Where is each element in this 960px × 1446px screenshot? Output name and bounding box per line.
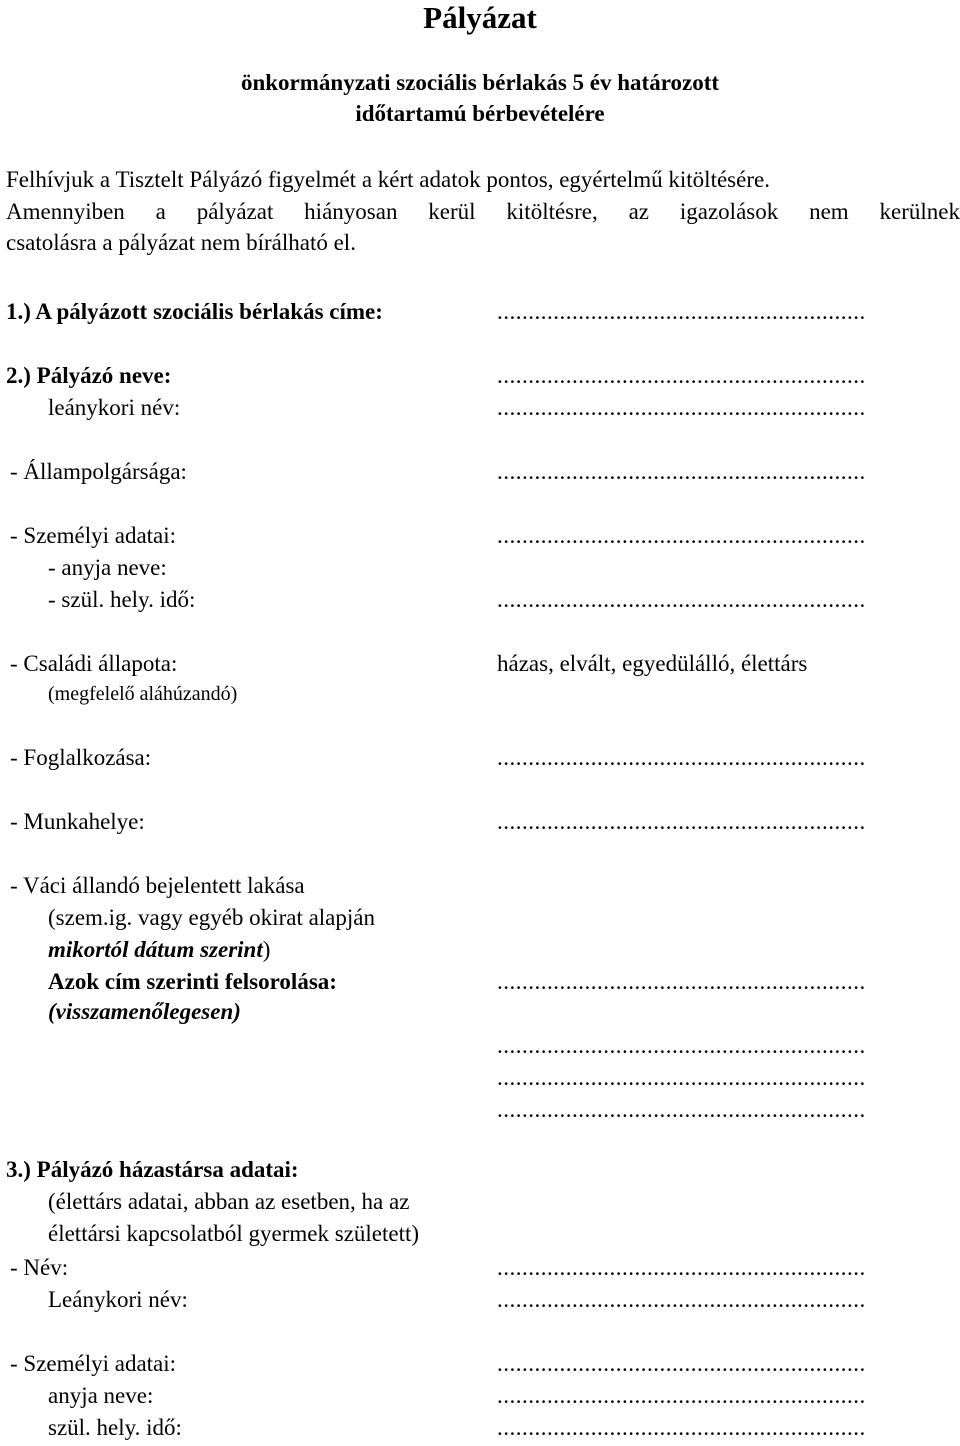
workplace-fill-line[interactable]: ........................................................... <box>497 809 866 834</box>
spouse-name-fill-line[interactable]: ........................................................... <box>497 1255 866 1280</box>
maiden-name-label: leánykori név: <box>48 395 181 420</box>
page-title: Pályázat <box>423 0 537 35</box>
maiden-name-fill-line[interactable]: ........................................................... <box>497 395 866 420</box>
retroactive-note: (visszamenőlegesen) <box>48 999 241 1024</box>
citizenship-label: - Állampolgársága: <box>10 459 187 484</box>
address-fill-line[interactable]: ........................................................... <box>497 299 866 324</box>
spouse-name-label: - Név: <box>10 1255 69 1280</box>
intro-line-1: Felhívjuk a Tisztelt Pályázó figyelmét a kért adatok pontos, egyértelmű kitöltésére. <box>6 167 770 192</box>
spouse-birth-place-date-label: szül. hely. idő: <box>48 1415 182 1440</box>
residence-label-line-1: - Váci állandó bejelentett lakása <box>10 873 305 898</box>
spouse-note-line-1: (élettárs adatai, abban az esetben, ha az <box>48 1189 410 1214</box>
addresses-fill-line-4[interactable]: ........................................................... <box>497 1097 866 1122</box>
intro-line-2: Amennyiben a pályázat hiányosan kerül kitöltésre, az igazolások nem kerülnek <box>6 198 960 224</box>
spouse-maiden-name-label: Leánykori név: <box>48 1287 188 1312</box>
marital-status-options[interactable]: házas, elvált, egyedülálló, élettárs <box>497 651 808 676</box>
addresses-list-label: Azok cím szerinti felsorolása: <box>48 969 337 994</box>
section-3-label: 3.) Pályázó házastársa adatai: <box>6 1157 299 1182</box>
marital-status-label: - Családi állapota: <box>10 651 178 676</box>
intro-paragraph <box>6 164 960 259</box>
residence-label-line-2: (szem.ig. vagy egyéb okirat alapján <box>48 905 375 930</box>
addresses-fill-line-3[interactable]: ........................................................... <box>497 1065 866 1090</box>
citizenship-fill-line[interactable]: ........................................................... <box>497 459 866 484</box>
personal-data-fill-line[interactable]: ........................................................... <box>497 523 866 548</box>
residence-label-line-3 <box>48 938 270 961</box>
residence-close-paren: ) <box>262 937 271 962</box>
applicant-name-fill-line[interactable]: ........................................................... <box>497 363 866 388</box>
workplace-label: - Munkahelye: <box>10 809 145 834</box>
section-1-label: 1.) A pályázott szociális bérlakás címe: <box>6 299 383 324</box>
birth-place-date-fill-line[interactable]: ........................................................... <box>497 587 866 612</box>
spouse-maiden-name-fill-line[interactable]: ........................................................... <box>497 1287 866 1312</box>
spouse-personal-data-fill-line[interactable]: ........................................................... <box>497 1351 866 1376</box>
spouse-mother-name-fill-line[interactable]: ........................................................... <box>497 1383 866 1408</box>
intro-line-3: csatolásra a pályázat nem bírálható el. <box>6 230 356 255</box>
personal-data-label: - Személyi adatai: <box>10 523 177 548</box>
birth-place-date-label: - szül. hely. idő: <box>48 587 196 612</box>
section-2-label: 2.) Pályázó neve: <box>6 363 172 388</box>
subtitle-line-2: időtartamú bérbevételére <box>355 101 605 126</box>
residence-date-note: mikortól dátum szerint <box>48 937 263 962</box>
mother-name-label: - anyja neve: <box>48 555 167 580</box>
spouse-mother-name-label: anyja neve: <box>48 1383 154 1408</box>
addresses-fill-line-2[interactable]: ........................................................... <box>497 1033 866 1058</box>
addresses-fill-line-1[interactable]: ........................................................... <box>497 969 866 994</box>
spouse-birth-place-date-fill-line[interactable]: ........................................................... <box>497 1415 866 1440</box>
spouse-note-line-2: élettársi kapcsolatból gyermek született) <box>48 1221 420 1246</box>
occupation-label: - Foglalkozása: <box>10 745 152 770</box>
occupation-fill-line[interactable]: ........................................................... <box>497 745 866 770</box>
marital-status-note: (megfelelő aláhúzandó) <box>48 683 238 705</box>
subtitle-line-1: önkormányzati szociális bérlakás 5 év határozott <box>240 70 720 95</box>
spouse-personal-data-label: - Személyi adatai: <box>10 1351 177 1376</box>
